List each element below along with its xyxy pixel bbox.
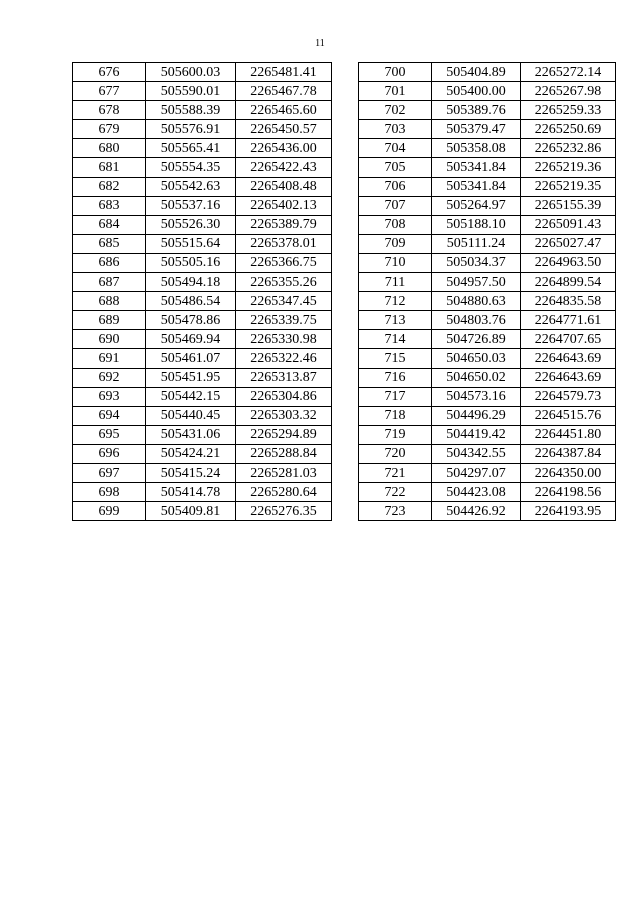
y-coordinate-cell: 2265281.03 bbox=[236, 463, 332, 482]
point-number-cell: 691 bbox=[73, 349, 146, 368]
point-number-cell: 701 bbox=[359, 82, 432, 101]
table-row bbox=[73, 292, 332, 311]
x-coordinate-cell: 504650.03 bbox=[432, 349, 521, 368]
table-row bbox=[359, 368, 616, 387]
y-coordinate-cell: 2265366.75 bbox=[236, 253, 332, 272]
x-coordinate-cell: 505565.41 bbox=[146, 139, 236, 158]
table-row bbox=[359, 349, 616, 368]
table-row bbox=[359, 273, 616, 292]
point-number-cell: 693 bbox=[73, 387, 146, 406]
table-row bbox=[73, 349, 332, 368]
point-number-cell: 699 bbox=[73, 502, 146, 521]
point-number-cell: 712 bbox=[359, 292, 432, 311]
x-coordinate-cell: 505576.91 bbox=[146, 120, 236, 139]
x-coordinate-cell: 505526.30 bbox=[146, 215, 236, 234]
y-coordinate-cell: 2265402.13 bbox=[236, 196, 332, 215]
x-coordinate-cell: 505034.37 bbox=[432, 253, 521, 272]
table-row bbox=[73, 234, 332, 253]
point-number-cell: 715 bbox=[359, 349, 432, 368]
x-coordinate-cell: 505188.10 bbox=[432, 215, 521, 234]
y-coordinate-cell: 2265027.47 bbox=[521, 234, 616, 253]
point-number-cell: 681 bbox=[73, 158, 146, 177]
point-number-cell: 679 bbox=[73, 120, 146, 139]
point-number-cell: 711 bbox=[359, 273, 432, 292]
table-row bbox=[359, 234, 616, 253]
y-coordinate-cell: 2264899.54 bbox=[521, 273, 616, 292]
x-coordinate-cell: 505379.47 bbox=[432, 120, 521, 139]
table-row bbox=[359, 215, 616, 234]
y-coordinate-cell: 2265465.60 bbox=[236, 101, 332, 120]
y-coordinate-cell: 2265422.43 bbox=[236, 158, 332, 177]
x-coordinate-cell: 504423.08 bbox=[432, 483, 521, 502]
y-coordinate-cell: 2265467.78 bbox=[236, 82, 332, 101]
point-number-cell: 696 bbox=[73, 444, 146, 463]
table-row bbox=[359, 139, 616, 158]
y-coordinate-cell: 2264707.65 bbox=[521, 330, 616, 349]
point-number-cell: 722 bbox=[359, 483, 432, 502]
x-coordinate-cell: 504573.16 bbox=[432, 387, 521, 406]
x-coordinate-cell: 505515.64 bbox=[146, 234, 236, 253]
table-row bbox=[73, 463, 332, 482]
point-number-cell: 708 bbox=[359, 215, 432, 234]
y-coordinate-cell: 2265250.69 bbox=[521, 120, 616, 139]
point-number-cell: 707 bbox=[359, 196, 432, 215]
y-coordinate-cell: 2265091.43 bbox=[521, 215, 616, 234]
point-number-cell: 692 bbox=[73, 368, 146, 387]
y-coordinate-cell: 2265339.75 bbox=[236, 311, 332, 330]
x-coordinate-cell: 505600.03 bbox=[146, 63, 236, 82]
point-number-cell: 684 bbox=[73, 215, 146, 234]
y-coordinate-cell: 2264771.61 bbox=[521, 311, 616, 330]
point-number-cell: 702 bbox=[359, 101, 432, 120]
table-row bbox=[73, 483, 332, 502]
table-row bbox=[73, 196, 332, 215]
point-number-cell: 685 bbox=[73, 234, 146, 253]
table-row bbox=[359, 330, 616, 349]
table-row bbox=[359, 502, 616, 521]
table-row bbox=[359, 425, 616, 444]
table-row bbox=[359, 311, 616, 330]
x-coordinate-cell: 505554.35 bbox=[146, 158, 236, 177]
x-coordinate-cell: 504426.92 bbox=[432, 502, 521, 521]
point-number-cell: 716 bbox=[359, 368, 432, 387]
point-number-cell: 710 bbox=[359, 253, 432, 272]
x-coordinate-cell: 504957.50 bbox=[432, 273, 521, 292]
table-row bbox=[73, 63, 332, 82]
y-coordinate-cell: 2264193.95 bbox=[521, 502, 616, 521]
point-number-cell: 689 bbox=[73, 311, 146, 330]
coordinates-table-left bbox=[72, 62, 332, 521]
y-coordinate-cell: 2264350.00 bbox=[521, 463, 616, 482]
coordinates-table-right bbox=[358, 62, 616, 521]
y-coordinate-cell: 2265267.98 bbox=[521, 82, 616, 101]
y-coordinate-cell: 2265322.46 bbox=[236, 349, 332, 368]
x-coordinate-cell: 505486.54 bbox=[146, 292, 236, 311]
point-number-cell: 687 bbox=[73, 273, 146, 292]
point-number-cell: 697 bbox=[73, 463, 146, 482]
point-number-cell: 703 bbox=[359, 120, 432, 139]
table-row bbox=[73, 425, 332, 444]
x-coordinate-cell: 505264.97 bbox=[432, 196, 521, 215]
point-number-cell: 690 bbox=[73, 330, 146, 349]
x-coordinate-cell: 504726.89 bbox=[432, 330, 521, 349]
table-row bbox=[359, 158, 616, 177]
table-row bbox=[73, 82, 332, 101]
table-row bbox=[73, 387, 332, 406]
x-coordinate-cell: 505494.18 bbox=[146, 273, 236, 292]
table-row bbox=[73, 101, 332, 120]
y-coordinate-cell: 2265272.14 bbox=[521, 63, 616, 82]
table-row bbox=[73, 273, 332, 292]
x-coordinate-cell: 505431.06 bbox=[146, 425, 236, 444]
point-number-cell: 676 bbox=[73, 63, 146, 82]
x-coordinate-cell: 504650.02 bbox=[432, 368, 521, 387]
x-coordinate-cell: 505588.39 bbox=[146, 101, 236, 120]
y-coordinate-cell: 2264515.76 bbox=[521, 406, 616, 425]
point-number-cell: 698 bbox=[73, 483, 146, 502]
y-coordinate-cell: 2265347.45 bbox=[236, 292, 332, 311]
x-coordinate-cell: 504342.55 bbox=[432, 444, 521, 463]
y-coordinate-cell: 2265232.86 bbox=[521, 139, 616, 158]
x-coordinate-cell: 505537.16 bbox=[146, 196, 236, 215]
table-row bbox=[359, 387, 616, 406]
point-number-cell: 714 bbox=[359, 330, 432, 349]
x-coordinate-cell: 505424.21 bbox=[146, 444, 236, 463]
y-coordinate-cell: 2265313.87 bbox=[236, 368, 332, 387]
x-coordinate-cell: 505111.24 bbox=[432, 234, 521, 253]
table-row bbox=[359, 253, 616, 272]
y-coordinate-cell: 2264963.50 bbox=[521, 253, 616, 272]
point-number-cell: 721 bbox=[359, 463, 432, 482]
point-number-cell: 688 bbox=[73, 292, 146, 311]
table-row bbox=[73, 311, 332, 330]
table-row bbox=[359, 101, 616, 120]
point-number-cell: 719 bbox=[359, 425, 432, 444]
y-coordinate-cell: 2265481.41 bbox=[236, 63, 332, 82]
y-coordinate-cell: 2265330.98 bbox=[236, 330, 332, 349]
point-number-cell: 705 bbox=[359, 158, 432, 177]
x-coordinate-cell: 504880.63 bbox=[432, 292, 521, 311]
x-coordinate-cell: 505451.95 bbox=[146, 368, 236, 387]
point-number-cell: 718 bbox=[359, 406, 432, 425]
x-coordinate-cell: 505414.78 bbox=[146, 483, 236, 502]
table-row bbox=[73, 444, 332, 463]
point-number-cell: 683 bbox=[73, 196, 146, 215]
table-row bbox=[359, 406, 616, 425]
point-number-cell: 694 bbox=[73, 406, 146, 425]
table-row bbox=[73, 215, 332, 234]
x-coordinate-cell: 505590.01 bbox=[146, 82, 236, 101]
point-number-cell: 704 bbox=[359, 139, 432, 158]
x-coordinate-cell: 504419.42 bbox=[432, 425, 521, 444]
table-row bbox=[73, 158, 332, 177]
y-coordinate-cell: 2265450.57 bbox=[236, 120, 332, 139]
y-coordinate-cell: 2265304.86 bbox=[236, 387, 332, 406]
table-row bbox=[359, 292, 616, 311]
y-coordinate-cell: 2265280.64 bbox=[236, 483, 332, 502]
x-coordinate-cell: 504496.29 bbox=[432, 406, 521, 425]
point-number-cell: 682 bbox=[73, 177, 146, 196]
y-coordinate-cell: 2264579.73 bbox=[521, 387, 616, 406]
point-number-cell: 677 bbox=[73, 82, 146, 101]
point-number-cell: 723 bbox=[359, 502, 432, 521]
y-coordinate-cell: 2265155.39 bbox=[521, 196, 616, 215]
point-number-cell: 706 bbox=[359, 177, 432, 196]
y-coordinate-cell: 2264643.69 bbox=[521, 368, 616, 387]
point-number-cell: 717 bbox=[359, 387, 432, 406]
point-number-cell: 709 bbox=[359, 234, 432, 253]
table-row bbox=[359, 483, 616, 502]
point-number-cell: 695 bbox=[73, 425, 146, 444]
x-coordinate-cell: 505440.45 bbox=[146, 406, 236, 425]
x-coordinate-cell: 505389.76 bbox=[432, 101, 521, 120]
x-coordinate-cell: 504297.07 bbox=[432, 463, 521, 482]
y-coordinate-cell: 2265294.89 bbox=[236, 425, 332, 444]
x-coordinate-cell: 505404.89 bbox=[432, 63, 521, 82]
table-row bbox=[73, 330, 332, 349]
y-coordinate-cell: 2265219.36 bbox=[521, 158, 616, 177]
x-coordinate-cell: 505409.81 bbox=[146, 502, 236, 521]
x-coordinate-cell: 505542.63 bbox=[146, 177, 236, 196]
point-number-cell: 713 bbox=[359, 311, 432, 330]
y-coordinate-cell: 2265355.26 bbox=[236, 273, 332, 292]
table-row bbox=[359, 196, 616, 215]
table-row bbox=[359, 63, 616, 82]
y-coordinate-cell: 2265303.32 bbox=[236, 406, 332, 425]
y-coordinate-cell: 2264451.80 bbox=[521, 425, 616, 444]
x-coordinate-cell: 505505.16 bbox=[146, 253, 236, 272]
y-coordinate-cell: 2265436.00 bbox=[236, 139, 332, 158]
table-row bbox=[73, 139, 332, 158]
y-coordinate-cell: 2265408.48 bbox=[236, 177, 332, 196]
x-coordinate-cell: 504803.76 bbox=[432, 311, 521, 330]
y-coordinate-cell: 2265389.79 bbox=[236, 215, 332, 234]
x-coordinate-cell: 505461.07 bbox=[146, 349, 236, 368]
table-row bbox=[73, 406, 332, 425]
y-coordinate-cell: 2264643.69 bbox=[521, 349, 616, 368]
y-coordinate-cell: 2265276.35 bbox=[236, 502, 332, 521]
x-coordinate-cell: 505469.94 bbox=[146, 330, 236, 349]
x-coordinate-cell: 505478.86 bbox=[146, 311, 236, 330]
table-row bbox=[359, 82, 616, 101]
y-coordinate-cell: 2264387.84 bbox=[521, 444, 616, 463]
y-coordinate-cell: 2265378.01 bbox=[236, 234, 332, 253]
point-number-cell: 720 bbox=[359, 444, 432, 463]
x-coordinate-cell: 505341.84 bbox=[432, 158, 521, 177]
point-number-cell: 680 bbox=[73, 139, 146, 158]
x-coordinate-cell: 505400.00 bbox=[432, 82, 521, 101]
point-number-cell: 678 bbox=[73, 101, 146, 120]
table-row bbox=[73, 120, 332, 139]
y-coordinate-cell: 2265219.35 bbox=[521, 177, 616, 196]
x-coordinate-cell: 505358.08 bbox=[432, 139, 521, 158]
page-number: 11 bbox=[315, 38, 325, 49]
table-row bbox=[73, 177, 332, 196]
table-row bbox=[359, 120, 616, 139]
x-coordinate-cell: 505341.84 bbox=[432, 177, 521, 196]
y-coordinate-cell: 2265288.84 bbox=[236, 444, 332, 463]
y-coordinate-cell: 2265259.33 bbox=[521, 101, 616, 120]
x-coordinate-cell: 505442.15 bbox=[146, 387, 236, 406]
point-number-cell: 686 bbox=[73, 253, 146, 272]
point-number-cell: 700 bbox=[359, 63, 432, 82]
y-coordinate-cell: 2264198.56 bbox=[521, 483, 616, 502]
table-row bbox=[73, 253, 332, 272]
table-row bbox=[73, 502, 332, 521]
y-coordinate-cell: 2264835.58 bbox=[521, 292, 616, 311]
table-row bbox=[359, 444, 616, 463]
table-row bbox=[73, 368, 332, 387]
table-row bbox=[359, 177, 616, 196]
table-row bbox=[359, 463, 616, 482]
x-coordinate-cell: 505415.24 bbox=[146, 463, 236, 482]
